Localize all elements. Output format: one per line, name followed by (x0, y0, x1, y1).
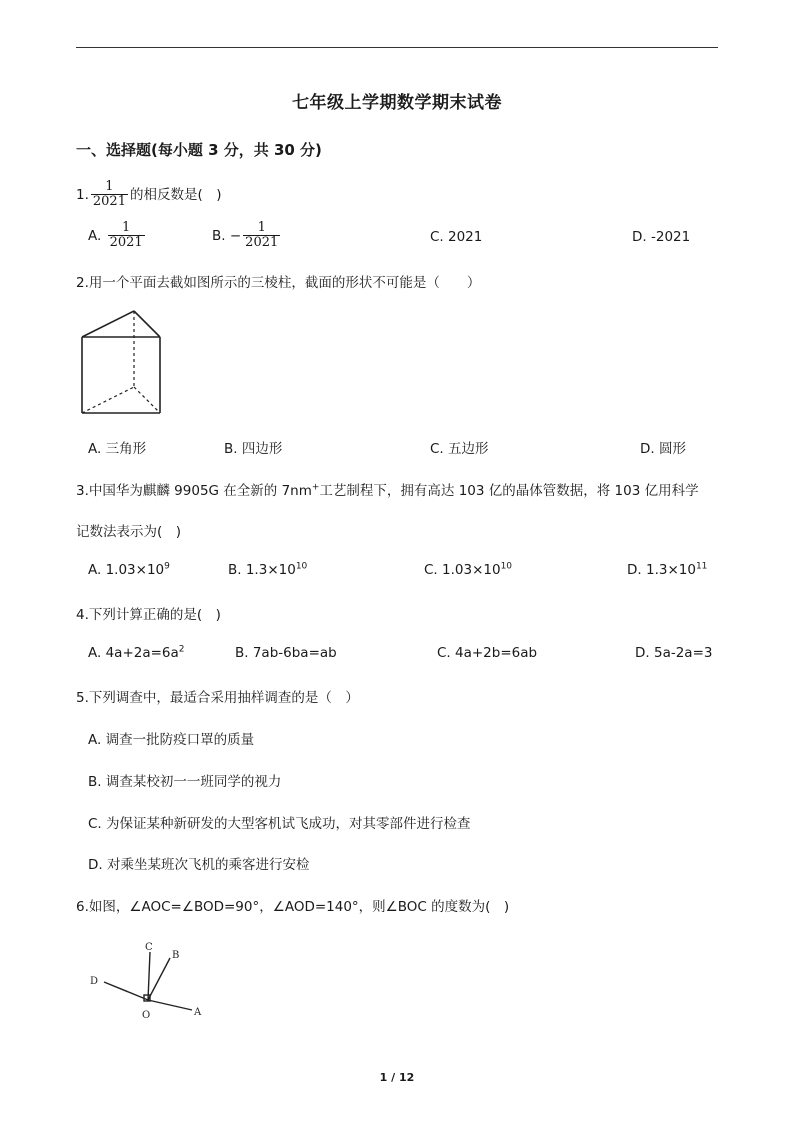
question-1-text: 的相反数是( ) (129, 186, 222, 203)
fraction-numerator: 1 (108, 221, 145, 236)
question-3-option-b (228, 562, 307, 578)
option-b-sign: − (229, 227, 242, 244)
section-heading-choice: 一、选择题(每小题 3 分，共 30 分) (76, 141, 322, 159)
option-d-exponent: 11 (695, 561, 708, 572)
question-1-option-c: C. 2021 (430, 229, 483, 245)
question-1-number: 1. (76, 186, 89, 203)
option-d-base: D. 1.3×10 (627, 562, 696, 578)
option-b-fraction (243, 221, 280, 251)
page-title: 七年级上学期数学期末试卷 (292, 93, 502, 113)
ray-ob (148, 958, 170, 1000)
prism-hidden-bottom-right-edge (134, 387, 160, 413)
question-5-option-b: B. 调查某校初一一班同学的视力 (88, 774, 282, 790)
question-2-option-b: B. 四边形 (224, 441, 283, 457)
question-3-stem-line-2: 记数法表示为( ) (76, 524, 182, 540)
fraction-numerator: 1 (91, 180, 128, 195)
option-a-exponent: 2 (178, 644, 185, 655)
question-1-option-d: D. -2021 (632, 229, 691, 245)
option-b-label: B. (212, 227, 226, 244)
question-3-superscript: + (311, 482, 320, 493)
question-2-option-a: A. 三角形 (88, 441, 147, 457)
prism-top-right-edge (134, 311, 160, 337)
option-c-exponent: 10 (500, 561, 513, 572)
question-1-option-b (212, 221, 282, 251)
question-6-stem: 6.如图，∠AOC=∠BOD=90°，∠AOD=140°，则∠BOC 的度数为( ) (76, 899, 510, 915)
question-1-fraction (91, 180, 128, 210)
question-3-option-a (88, 562, 170, 578)
question-5-stem: 5.下列调查中，最适合采用抽样调查的是（ ） (76, 690, 359, 706)
angle-figure (84, 940, 214, 1022)
ray-oa (148, 1000, 192, 1010)
question-4-option-a (88, 645, 185, 661)
question-4-stem: 4.下列计算正确的是( ) (76, 607, 221, 623)
question-4-option-b: B. 7ab-6ba=ab (235, 645, 337, 661)
option-a-label: A. (88, 227, 102, 244)
label-b: B (172, 950, 180, 961)
question-3-text-post: 工艺制程下，拥有高达 103 亿的晶体管数据，将 103 亿用科学 (319, 483, 699, 499)
label-d: D (90, 976, 99, 987)
question-1-stem (76, 180, 222, 210)
option-a-base: A. 4a+2a=6a (88, 645, 179, 661)
page-number: 1 / 12 (379, 1071, 415, 1084)
label-a: A (194, 1007, 202, 1018)
option-c-base: C. 1.03×10 (424, 562, 501, 578)
prism-hidden-bottom-edge (82, 387, 134, 413)
header-rule (76, 47, 718, 48)
option-b-base: B. 1.3×10 (228, 562, 296, 578)
ray-oc (148, 952, 150, 1000)
label-o: O (142, 1010, 151, 1021)
question-3-text-pre: 3.中国华为麒麟 9905G 在全新的 7nm (76, 483, 312, 499)
question-4-option-d: D. 5a-2a=3 (635, 645, 713, 661)
prism-top-back-edge (82, 311, 134, 337)
question-2-stem: 2.用一个平面去截如图所示的三棱柱，截面的形状不可能是（ ） (76, 275, 481, 291)
question-1-option-a (88, 221, 147, 251)
question-2-option-c: C. 五边形 (430, 441, 489, 457)
option-a-exponent: 9 (164, 561, 170, 572)
fraction-denominator: 2021 (92, 194, 126, 210)
question-2-option-d: D. 圆形 (640, 441, 686, 457)
question-3-option-d (627, 562, 707, 578)
label-c: C (145, 942, 153, 953)
option-a-base: A. 1.03×10 (88, 562, 165, 578)
question-3-stem-line-1 (76, 479, 699, 499)
question-5-option-a: A. 调查一批防疫口罩的质量 (88, 732, 255, 748)
fraction-denominator: 2021 (245, 235, 279, 251)
triangular-prism-figure (76, 305, 166, 417)
question-5-option-c: C. 为保证某种新研发的大型客机试飞成功，对其零部件进行检查 (88, 816, 471, 832)
question-3-option-c (424, 562, 512, 578)
option-b-exponent: 10 (295, 561, 308, 572)
ray-od (104, 982, 148, 1000)
fraction-denominator: 2021 (109, 235, 143, 251)
option-a-fraction (108, 221, 145, 251)
question-4-option-c: C. 4a+2b=6ab (437, 645, 538, 661)
question-5-option-d: D. 对乘坐某班次飞机的乘客进行安检 (88, 857, 310, 873)
fraction-numerator: 1 (243, 221, 280, 236)
